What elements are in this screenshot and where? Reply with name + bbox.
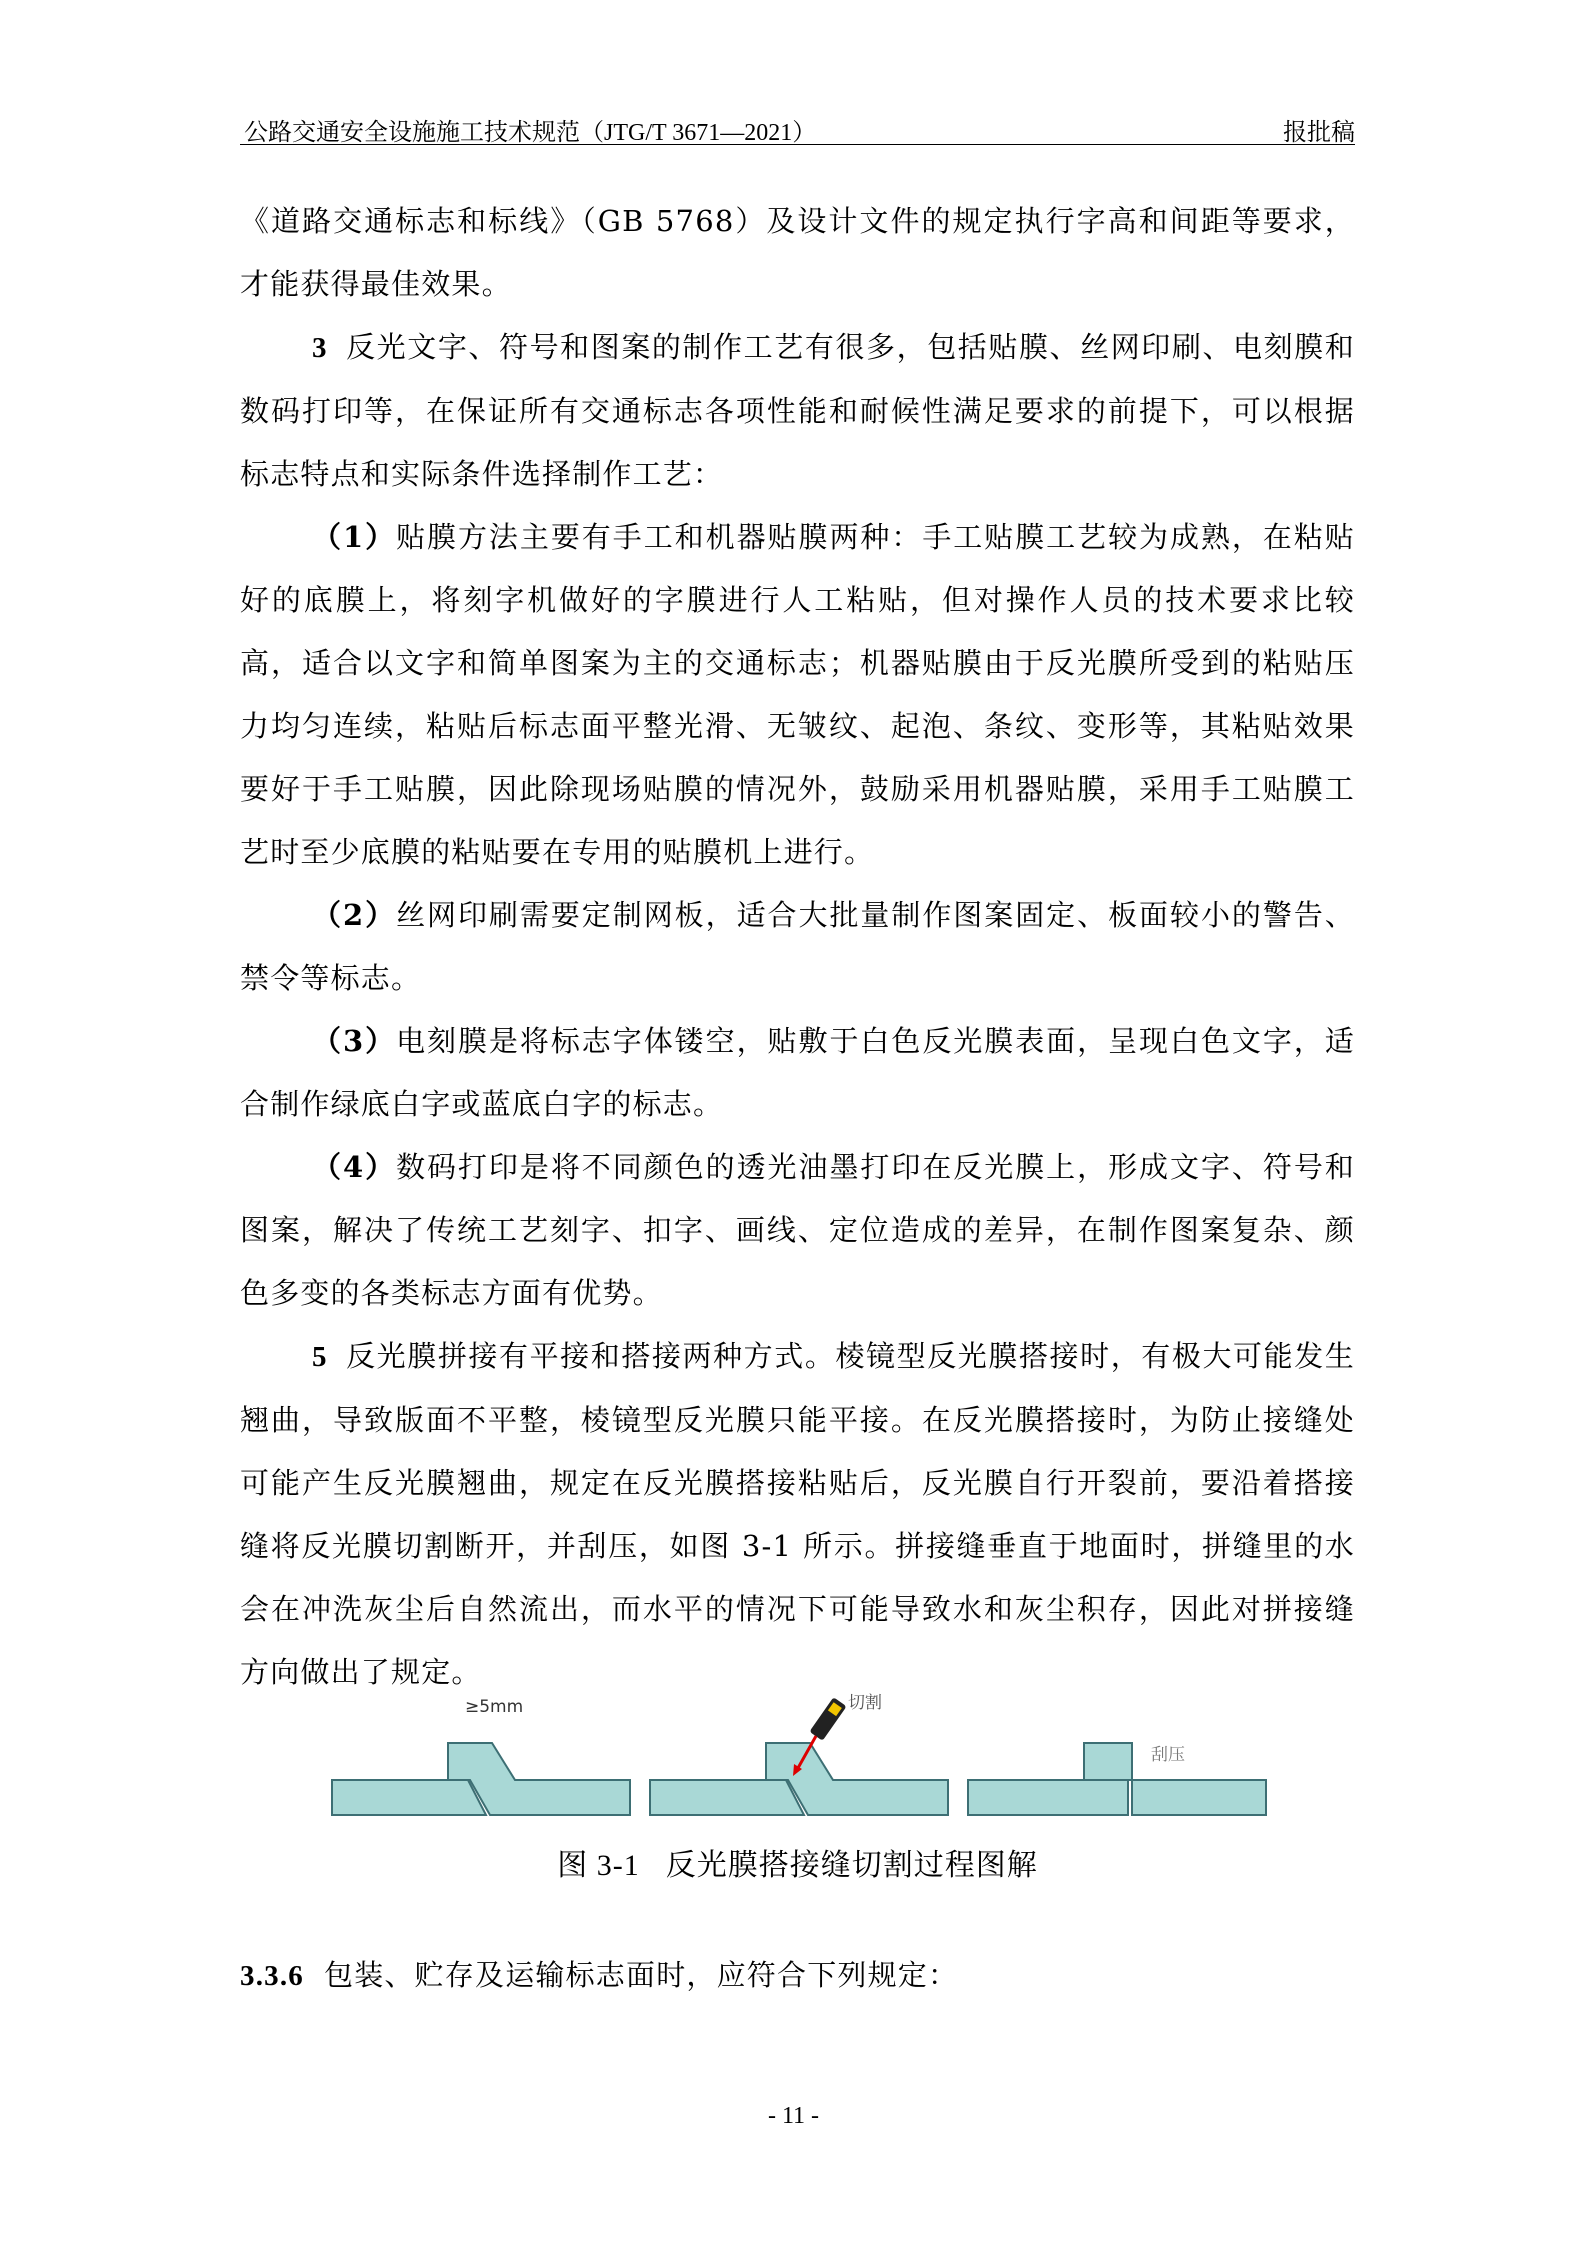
paragraph-5	[240, 1325, 1355, 1704]
item-1-text: 贴膜方法主要有手工和机器贴膜两种：手工贴膜工艺较为成熟，在粘贴好的底膜上，将刻字机做好的字膜进行人工粘贴，但对操作人员的技术要求比较高，适合以文字和简单图案为主的交通标志；机器贴膜由于反光膜所受到的粘贴压力均匀连续，粘贴后标志面平整光滑、无皱纹、起泡、条纹、变形等，其粘贴效果要好于手工贴膜，因此除现场贴膜的情况外，鼓励采用机器贴膜，采用手工贴膜工艺时至少底膜的粘贴要在专用的贴膜机上进行。	[240, 520, 1356, 869]
item-3-text: 电刻膜是将标志字体镂空，贴敷于白色反光膜表面，呈现白色文字，适合制作绿底白字或蓝底白字的标志。	[240, 1024, 1356, 1121]
item-4	[240, 1136, 1355, 1325]
raised-film-piece	[1084, 1743, 1132, 1780]
item-1	[240, 506, 1355, 884]
cut-label: 切割	[848, 1693, 882, 1713]
item-2-number: （2）	[312, 898, 397, 932]
paragraph-5-number: 5	[312, 1341, 328, 1373]
section-heading	[240, 1953, 958, 1994]
figure-caption-number: 图 3-1	[557, 1849, 640, 1882]
item-4-text: 数码打印是将不同颜色的透光油墨打印在反光膜上，形成文字、符号和图案，解决了传统工艺刻字、扣字、画线、定位造成的差异，在制作图案复杂、颜色多变的各类标志方面有优势。	[240, 1150, 1356, 1310]
overlap-label: ≥5mm	[465, 1697, 524, 1717]
body-text	[240, 190, 1355, 1704]
figure-caption-text: 反光膜搭接缝切割过程图解	[665, 1848, 1038, 1883]
step-press	[968, 1743, 1266, 1815]
lower-film-sheet	[332, 1780, 486, 1815]
paragraph-continuation: 《道路交通标志和标线》（GB 5768）及设计文件的规定执行字高和间距等要求，才能获得最佳效果。	[240, 204, 1355, 301]
item-3-number: （3）	[312, 1024, 397, 1058]
step-overlap	[330, 1697, 630, 1815]
page-header	[240, 108, 1355, 145]
paragraph-3-number: 3	[312, 332, 328, 364]
page-number: - 11 -	[767, 2103, 820, 2129]
item-4-number: （4）	[312, 1150, 397, 1184]
step-cut	[650, 1693, 948, 1815]
lower-film-sheet-2	[650, 1780, 804, 1815]
section-text: 包装、贮存及运输标志面时，应符合下列规定：	[324, 1958, 959, 1992]
figure-caption	[240, 1840, 1355, 1884]
section-number: 3.3.6	[240, 1960, 304, 1992]
press-label: 刮压	[1151, 1745, 1185, 1765]
item-2	[240, 884, 1355, 1010]
paragraph-3-text: 反光文字、符号和图案的制作工艺有很多，包括贴膜、丝网印刷、电刻膜和数码打印等，在保证所有交通标志各项性能和耐候性满足要求的前提下，可以根据标志特点和实际条件选择制作工艺：	[240, 330, 1355, 491]
left-film-sheet	[968, 1780, 1128, 1815]
item-3	[240, 1010, 1355, 1136]
item-1-number: （1）	[312, 520, 397, 554]
header-title: 公路交通安全设施施工技术规范（JTG/T 3671—2021）	[244, 120, 817, 146]
paragraph-3	[240, 316, 1355, 506]
right-film-sheet	[1132, 1780, 1266, 1815]
paragraph-5-text: 反光膜拼接有平接和搭接两种方式。棱镜型反光膜搭接时，有极大可能发生翘曲，导致版面不平整，棱镜型反光膜只能平接。在反光膜搭接时，为防止接缝处可能产生反光膜翘曲，规定在反光膜搭接粘贴后，反光膜自行开裂前，要沿着搭接缝将反光膜切割断开，并刮压，如图 3-1 所示。拼接缝垂直于地面时，拼缝里的水会在冲洗灰尘后自然流出，而水平的情况下可能导致水和灰尘积存，因此对拼接缝方向做出了规定。	[240, 1339, 1355, 1689]
item-2-text: 丝网印刷需要定制网板，适合大批量制作图案固定、板面较小的警告、禁令等标志。	[240, 898, 1356, 995]
header-status: 报批稿	[1283, 120, 1355, 146]
splice-cutting-diagram	[330, 1690, 1270, 1820]
